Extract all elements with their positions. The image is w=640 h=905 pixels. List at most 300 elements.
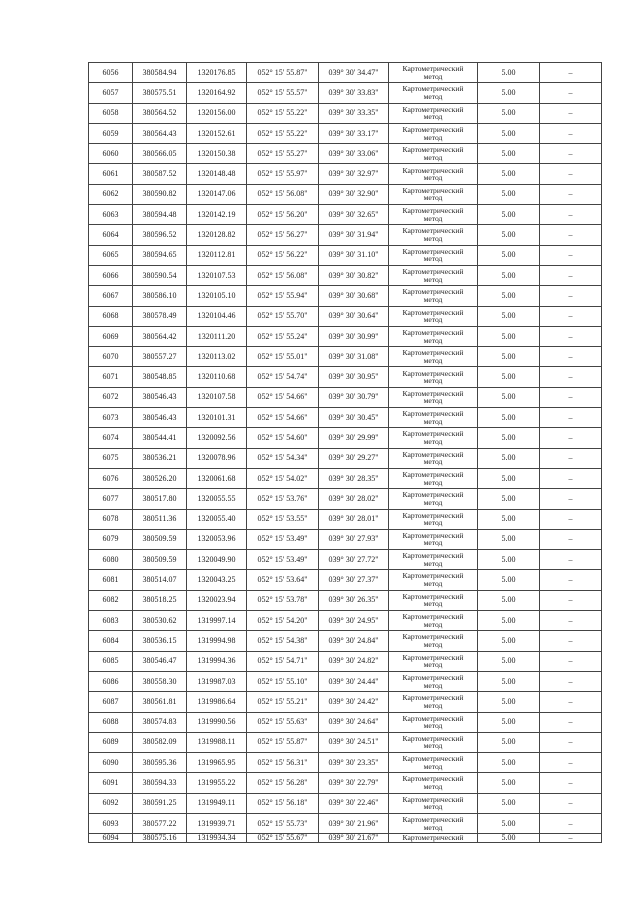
- point-number-cell: 6060: [89, 144, 133, 164]
- point-number-cell: 6094: [89, 834, 133, 843]
- accuracy-cell: 5.00: [478, 712, 540, 732]
- longitude-cell: 039° 30' 21.96": [319, 813, 389, 833]
- method-line-1: Картометрический: [402, 84, 464, 94]
- table-row: [89, 671, 602, 691]
- accuracy-cell: 5.00: [478, 265, 540, 285]
- table-row: [89, 753, 602, 773]
- note-cell: –: [540, 367, 602, 387]
- point-number-cell: 6062: [89, 184, 133, 204]
- method-line-2: метод: [423, 497, 443, 507]
- x-coordinate-cell: 380564.43: [133, 123, 187, 143]
- x-coordinate-cell: 380564.42: [133, 326, 187, 346]
- latitude-cell: 052° 15' 53.76": [247, 489, 319, 509]
- method-cell: [389, 773, 478, 793]
- x-coordinate-cell: 380594.65: [133, 245, 187, 265]
- method-cell: [389, 570, 478, 590]
- method-line-2: метод: [423, 355, 443, 365]
- note-cell: –: [540, 651, 602, 671]
- method-cell: [389, 367, 478, 387]
- method-line-2: метод: [423, 213, 443, 223]
- method-line-1: Картометрический: [402, 733, 464, 743]
- longitude-cell: 039° 30' 31.10": [319, 245, 389, 265]
- point-number-cell: 6092: [89, 793, 133, 813]
- longitude-cell: 039° 30' 24.82": [319, 651, 389, 671]
- table-row: [89, 834, 602, 843]
- table-row: [89, 387, 602, 407]
- table-row: [89, 692, 602, 712]
- latitude-cell: 052° 15' 53.49": [247, 550, 319, 570]
- point-number-cell: 6086: [89, 671, 133, 691]
- note-cell: –: [540, 773, 602, 793]
- longitude-cell: 039° 30' 27.93": [319, 529, 389, 549]
- longitude-cell: 039° 30' 30.82": [319, 265, 389, 285]
- method-line-1: Картометрический: [402, 510, 464, 520]
- y-coordinate-cell: 1320111.20: [187, 326, 247, 346]
- method-line-1: Картометрический: [402, 185, 464, 195]
- point-number-cell: 6056: [89, 63, 133, 83]
- point-number-cell: 6080: [89, 550, 133, 570]
- y-coordinate-cell: 1319965.95: [187, 753, 247, 773]
- longitude-cell: 039° 30' 30.79": [319, 387, 389, 407]
- method-line-2: метод: [423, 579, 443, 589]
- y-coordinate-cell: 1319939.71: [187, 813, 247, 833]
- accuracy-cell: 5.00: [478, 753, 540, 773]
- point-number-cell: 6071: [89, 367, 133, 387]
- method-cell: [389, 631, 478, 651]
- accuracy-cell: 5.00: [478, 164, 540, 184]
- accuracy-cell: 5.00: [478, 225, 540, 245]
- method-line-1: Картометрический: [402, 246, 464, 256]
- x-coordinate-cell: 380575.51: [133, 83, 187, 103]
- x-coordinate-cell: 380558.30: [133, 671, 187, 691]
- longitude-cell: 039° 30' 34.47": [319, 63, 389, 83]
- x-coordinate-cell: 380509.59: [133, 529, 187, 549]
- y-coordinate-cell: 1320152.61: [187, 123, 247, 143]
- point-number-cell: 6061: [89, 164, 133, 184]
- accuracy-cell: 5.00: [478, 184, 540, 204]
- note-cell: –: [540, 164, 602, 184]
- method-cell: [389, 509, 478, 529]
- method-line-1: Картометрический: [402, 591, 464, 601]
- accuracy-cell: 5.00: [478, 408, 540, 428]
- table-row: [89, 793, 602, 813]
- y-coordinate-cell: 1320164.92: [187, 83, 247, 103]
- method-line-1: Картометрический: [402, 145, 464, 155]
- latitude-cell: 052° 15' 54.34": [247, 448, 319, 468]
- method-cell: [389, 611, 478, 631]
- table-row: [89, 103, 602, 123]
- method-line-1: Картометрический: [402, 815, 464, 825]
- note-cell: –: [540, 347, 602, 367]
- method-line-1: Картометрический: [402, 104, 464, 114]
- method-line-2: метод: [423, 193, 443, 203]
- point-number-cell: 6057: [89, 83, 133, 103]
- method-line-1: Картометрический: [402, 652, 464, 662]
- method-cell: [389, 408, 478, 428]
- note-cell: –: [540, 692, 602, 712]
- latitude-cell: 052° 15' 56.18": [247, 793, 319, 813]
- note-cell: –: [540, 63, 602, 83]
- method-line-1: Картометрический: [402, 206, 464, 216]
- x-coordinate-cell: 380574.83: [133, 712, 187, 732]
- method-cell: [389, 590, 478, 610]
- accuracy-cell: 5.00: [478, 651, 540, 671]
- method-cell: [389, 326, 478, 346]
- y-coordinate-cell: 1319934.34: [187, 834, 247, 843]
- table-row: [89, 611, 602, 631]
- y-coordinate-cell: 1319990.56: [187, 712, 247, 732]
- latitude-cell: 052° 15' 54.60": [247, 428, 319, 448]
- method-line-1: Картометрический: [402, 348, 464, 358]
- x-coordinate-cell: 380582.09: [133, 732, 187, 752]
- accuracy-cell: 5.00: [478, 103, 540, 123]
- method-cell: [389, 712, 478, 732]
- point-number-cell: 6059: [89, 123, 133, 143]
- longitude-cell: 039° 30' 28.02": [319, 489, 389, 509]
- x-coordinate-cell: 380546.43: [133, 408, 187, 428]
- point-number-cell: 6076: [89, 468, 133, 488]
- longitude-cell: 039° 30' 31.08": [319, 347, 389, 367]
- method-line-2: метод: [423, 376, 443, 386]
- method-cell: [389, 753, 478, 773]
- table-row: [89, 550, 602, 570]
- y-coordinate-cell: 1320150.38: [187, 144, 247, 164]
- table-row: [89, 489, 602, 509]
- method-cell: [389, 123, 478, 143]
- accuracy-cell: 5.00: [478, 692, 540, 712]
- method-line-1: Картометрический: [402, 388, 464, 398]
- method-cell: [389, 671, 478, 691]
- x-coordinate-cell: 380596.52: [133, 225, 187, 245]
- x-coordinate-cell: 380536.15: [133, 631, 187, 651]
- longitude-cell: 039° 30' 24.64": [319, 712, 389, 732]
- x-coordinate-cell: 380590.82: [133, 184, 187, 204]
- y-coordinate-cell: 1320078.96: [187, 448, 247, 468]
- longitude-cell: 039° 30' 32.97": [319, 164, 389, 184]
- method-cell: [389, 103, 478, 123]
- latitude-cell: 052° 15' 54.20": [247, 611, 319, 631]
- method-line-2: метод: [423, 152, 443, 162]
- method-line-1: Картометрический: [402, 226, 464, 236]
- note-cell: –: [540, 550, 602, 570]
- method-cell: [389, 428, 478, 448]
- table-row: [89, 63, 602, 83]
- point-number-cell: 6088: [89, 712, 133, 732]
- note-cell: –: [540, 712, 602, 732]
- method-cell: [389, 286, 478, 306]
- method-line-1: Картометрический: [402, 693, 464, 703]
- note-cell: –: [540, 306, 602, 326]
- table-row: [89, 184, 602, 204]
- longitude-cell: 039° 30' 24.42": [319, 692, 389, 712]
- x-coordinate-cell: 380544.41: [133, 428, 187, 448]
- point-number-cell: 6069: [89, 326, 133, 346]
- y-coordinate-cell: 1320101.31: [187, 408, 247, 428]
- method-line-2: метод: [423, 660, 443, 670]
- method-line-1: Картометрический: [402, 833, 464, 843]
- point-number-cell: 6066: [89, 265, 133, 285]
- accuracy-cell: 5.00: [478, 205, 540, 225]
- table-row: [89, 813, 602, 833]
- point-number-cell: 6068: [89, 306, 133, 326]
- latitude-cell: 052° 15' 55.27": [247, 144, 319, 164]
- longitude-cell: 039° 30' 29.99": [319, 428, 389, 448]
- table-row: [89, 570, 602, 590]
- longitude-cell: 039° 30' 32.65": [319, 205, 389, 225]
- latitude-cell: 052° 15' 55.87": [247, 63, 319, 83]
- latitude-cell: 052° 15' 56.08": [247, 265, 319, 285]
- point-number-cell: 6073: [89, 408, 133, 428]
- table-row: [89, 205, 602, 225]
- longitude-cell: 039° 30' 30.95": [319, 367, 389, 387]
- note-cell: –: [540, 813, 602, 833]
- table-row: [89, 732, 602, 752]
- table-row: [89, 509, 602, 529]
- y-coordinate-cell: 1320142.19: [187, 205, 247, 225]
- point-number-cell: 6090: [89, 753, 133, 773]
- note-cell: –: [540, 631, 602, 651]
- point-number-cell: 6084: [89, 631, 133, 651]
- note-cell: –: [540, 286, 602, 306]
- latitude-cell: 052° 15' 55.57": [247, 83, 319, 103]
- accuracy-cell: 5.00: [478, 306, 540, 326]
- table-row: [89, 712, 602, 732]
- accuracy-cell: 5.00: [478, 671, 540, 691]
- point-number-cell: 6070: [89, 347, 133, 367]
- method-line-2: метод: [423, 822, 443, 832]
- method-cell: [389, 347, 478, 367]
- note-cell: –: [540, 265, 602, 285]
- table-row: [89, 286, 602, 306]
- latitude-cell: 052° 15' 56.28": [247, 773, 319, 793]
- point-number-cell: 6085: [89, 651, 133, 671]
- latitude-cell: 052° 15' 56.08": [247, 184, 319, 204]
- note-cell: –: [540, 83, 602, 103]
- method-line-1: Картометрический: [402, 530, 464, 540]
- longitude-cell: 039° 30' 31.94": [319, 225, 389, 245]
- y-coordinate-cell: 1319997.14: [187, 611, 247, 631]
- x-coordinate-cell: 380509.59: [133, 550, 187, 570]
- method-line-1: Картометрический: [402, 449, 464, 459]
- accuracy-cell: 5.00: [478, 468, 540, 488]
- method-cell: [389, 63, 478, 83]
- method-line-1: Картометрический: [402, 774, 464, 784]
- y-coordinate-cell: 1320043.25: [187, 570, 247, 590]
- longitude-cell: 039° 30' 24.95": [319, 611, 389, 631]
- point-number-cell: 6067: [89, 286, 133, 306]
- note-cell: –: [540, 671, 602, 691]
- longitude-cell: 039° 30' 27.72": [319, 550, 389, 570]
- longitude-cell: 039° 30' 30.45": [319, 408, 389, 428]
- method-line-2: метод: [423, 416, 443, 426]
- method-line-1: Картометрический: [402, 409, 464, 419]
- coordinates-table: [88, 62, 602, 843]
- table-row: [89, 367, 602, 387]
- table-row: [89, 225, 602, 245]
- table-row: [89, 265, 602, 285]
- method-line-2: метод: [423, 396, 443, 406]
- accuracy-cell: 5.00: [478, 83, 540, 103]
- latitude-cell: 052° 15' 55.73": [247, 813, 319, 833]
- method-line-1: Картометрический: [402, 327, 464, 337]
- table-row: [89, 306, 602, 326]
- y-coordinate-cell: 1320055.55: [187, 489, 247, 509]
- y-coordinate-cell: 1319994.98: [187, 631, 247, 651]
- method-cell: [389, 489, 478, 509]
- point-number-cell: 6091: [89, 773, 133, 793]
- note-cell: –: [540, 732, 602, 752]
- y-coordinate-cell: 1320110.68: [187, 367, 247, 387]
- latitude-cell: 052° 15' 55.94": [247, 286, 319, 306]
- latitude-cell: 052° 15' 56.22": [247, 245, 319, 265]
- point-number-cell: 6065: [89, 245, 133, 265]
- method-line-1: Картометрический: [402, 571, 464, 581]
- longitude-cell: 039° 30' 24.84": [319, 631, 389, 651]
- latitude-cell: 052° 15' 56.31": [247, 753, 319, 773]
- y-coordinate-cell: 1320053.96: [187, 529, 247, 549]
- method-cell: [389, 834, 478, 843]
- latitude-cell: 052° 15' 54.02": [247, 468, 319, 488]
- x-coordinate-cell: 380594.48: [133, 205, 187, 225]
- y-coordinate-cell: 1320061.68: [187, 468, 247, 488]
- latitude-cell: 052° 15' 56.27": [247, 225, 319, 245]
- method-line-1: Картометрический: [402, 754, 464, 764]
- method-line-2: метод: [423, 721, 443, 731]
- method-line-2: метод: [423, 274, 443, 284]
- y-coordinate-cell: 1319994.36: [187, 651, 247, 671]
- accuracy-cell: 5.00: [478, 793, 540, 813]
- accuracy-cell: 5.00: [478, 773, 540, 793]
- method-line-1: Картометрический: [402, 551, 464, 561]
- latitude-cell: 052° 15' 54.71": [247, 651, 319, 671]
- longitude-cell: 039° 30' 30.68": [319, 286, 389, 306]
- x-coordinate-cell: 380530.62: [133, 611, 187, 631]
- x-coordinate-cell: 380511.36: [133, 509, 187, 529]
- x-coordinate-cell: 380578.49: [133, 306, 187, 326]
- table-row: [89, 529, 602, 549]
- point-number-cell: 6078: [89, 509, 133, 529]
- table-row: [89, 164, 602, 184]
- method-line-1: Картометрический: [402, 64, 464, 74]
- table-row: [89, 83, 602, 103]
- x-coordinate-cell: 380526.20: [133, 468, 187, 488]
- method-cell: [389, 306, 478, 326]
- method-line-2: метод: [423, 700, 443, 710]
- y-coordinate-cell: 1320107.58: [187, 387, 247, 407]
- table-row: [89, 123, 602, 143]
- method-line-1: Картометрический: [402, 165, 464, 175]
- accuracy-cell: 5.00: [478, 123, 540, 143]
- method-line-1: Картометрический: [402, 429, 464, 439]
- method-cell: [389, 387, 478, 407]
- method-line-1: Картометрический: [402, 713, 464, 723]
- longitude-cell: 039° 30' 22.46": [319, 793, 389, 813]
- note-cell: –: [540, 245, 602, 265]
- note-cell: –: [540, 123, 602, 143]
- longitude-cell: 039° 30' 32.90": [319, 184, 389, 204]
- method-line-2: метод: [423, 436, 443, 446]
- point-number-cell: 6089: [89, 732, 133, 752]
- point-number-cell: 6081: [89, 570, 133, 590]
- method-line-2: метод: [423, 457, 443, 467]
- table-row: [89, 468, 602, 488]
- method-line-1: Картометрический: [402, 469, 464, 479]
- method-line-2: метод: [423, 782, 443, 792]
- method-cell: [389, 692, 478, 712]
- longitude-cell: 039° 30' 28.01": [319, 509, 389, 529]
- x-coordinate-cell: 380595.36: [133, 753, 187, 773]
- note-cell: –: [540, 408, 602, 428]
- note-cell: –: [540, 611, 602, 631]
- method-line-1: Картометрический: [402, 307, 464, 317]
- y-coordinate-cell: 1320156.00: [187, 103, 247, 123]
- table-body: [89, 63, 602, 843]
- table-row: [89, 590, 602, 610]
- latitude-cell: 052° 15' 55.97": [247, 164, 319, 184]
- note-cell: –: [540, 326, 602, 346]
- accuracy-cell: 5.00: [478, 529, 540, 549]
- method-line-2: метод: [423, 599, 443, 609]
- method-line-1: Картометрический: [402, 794, 464, 804]
- longitude-cell: 039° 30' 21.67": [319, 834, 389, 843]
- method-cell: [389, 468, 478, 488]
- table-row: [89, 326, 602, 346]
- accuracy-cell: 5.00: [478, 550, 540, 570]
- method-line-2: метод: [423, 538, 443, 548]
- latitude-cell: 052° 15' 53.49": [247, 529, 319, 549]
- method-line-2: метод: [423, 112, 443, 122]
- latitude-cell: 052° 15' 55.70": [247, 306, 319, 326]
- table-row: [89, 448, 602, 468]
- x-coordinate-cell: 380557.27: [133, 347, 187, 367]
- table-row: [89, 347, 602, 367]
- latitude-cell: 052° 15' 53.64": [247, 570, 319, 590]
- method-cell: [389, 225, 478, 245]
- point-number-cell: 6075: [89, 448, 133, 468]
- method-line-2: метод: [423, 315, 443, 325]
- longitude-cell: 039° 30' 33.83": [319, 83, 389, 103]
- y-coordinate-cell: 1320107.53: [187, 265, 247, 285]
- latitude-cell: 052° 15' 55.21": [247, 692, 319, 712]
- longitude-cell: 039° 30' 30.99": [319, 326, 389, 346]
- x-coordinate-cell: 380514.07: [133, 570, 187, 590]
- method-cell: [389, 205, 478, 225]
- x-coordinate-cell: 380594.33: [133, 773, 187, 793]
- table-row: [89, 651, 602, 671]
- method-line-2: метод: [423, 173, 443, 183]
- method-line-2: метод: [423, 619, 443, 629]
- accuracy-cell: 5.00: [478, 813, 540, 833]
- y-coordinate-cell: 1320113.02: [187, 347, 247, 367]
- method-cell: [389, 732, 478, 752]
- y-coordinate-cell: 1320112.81: [187, 245, 247, 265]
- longitude-cell: 039° 30' 28.35": [319, 468, 389, 488]
- y-coordinate-cell: 1319987.03: [187, 671, 247, 691]
- y-coordinate-cell: 1320148.48: [187, 164, 247, 184]
- accuracy-cell: 5.00: [478, 245, 540, 265]
- table-row: [89, 773, 602, 793]
- x-coordinate-cell: 380591.25: [133, 793, 187, 813]
- y-coordinate-cell: 1320128.82: [187, 225, 247, 245]
- accuracy-cell: 5.00: [478, 489, 540, 509]
- x-coordinate-cell: 380564.52: [133, 103, 187, 123]
- method-line-2: метод: [423, 477, 443, 487]
- note-cell: –: [540, 225, 602, 245]
- table-row: [89, 428, 602, 448]
- x-coordinate-cell: 380536.21: [133, 448, 187, 468]
- y-coordinate-cell: 1320092.56: [187, 428, 247, 448]
- method-line-1: Картометрический: [402, 632, 464, 642]
